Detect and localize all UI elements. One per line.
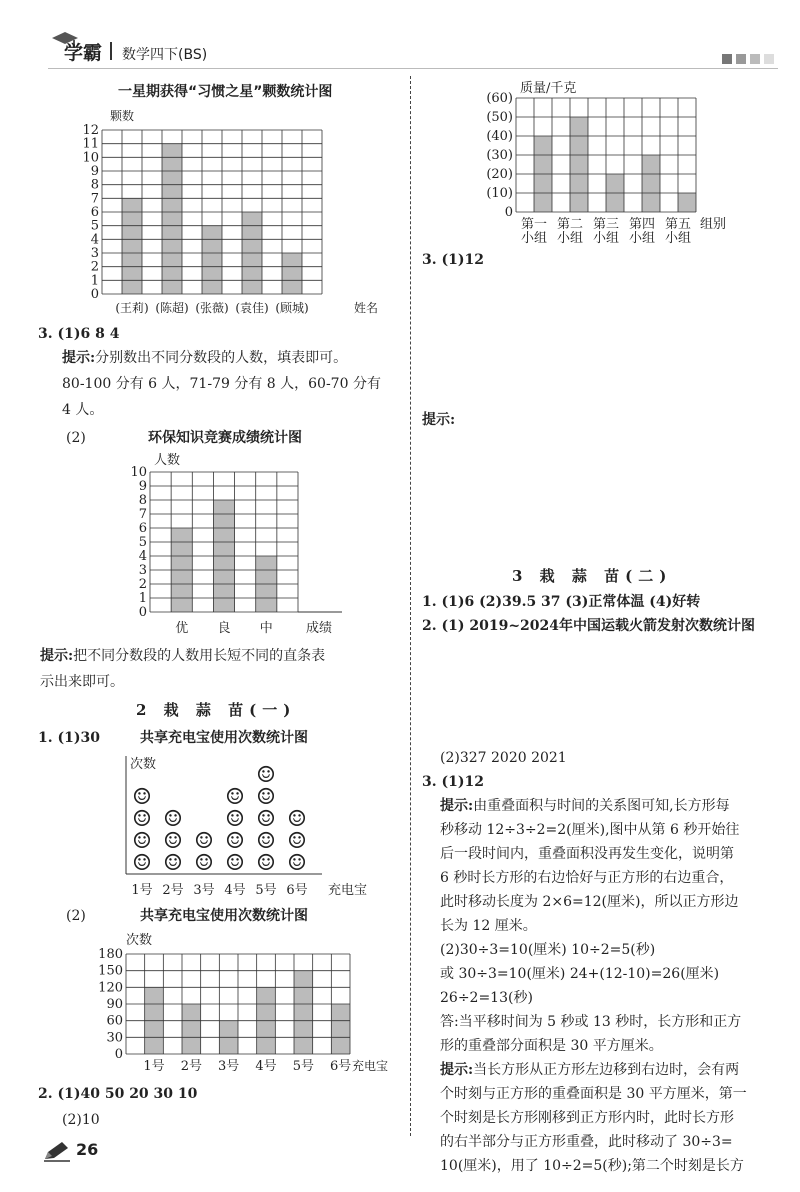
x-category-label: 第五 (664, 217, 692, 232)
x-category-label: 小组 (520, 231, 548, 244)
smiley-icon: ☺ (256, 785, 276, 810)
x-category-label: 3号 (193, 883, 215, 898)
x-category-label: 第三 (592, 217, 620, 232)
x-category-label: (王莉) (115, 301, 149, 315)
y-tick-label: 0 (114, 1047, 123, 1062)
y-tick-label: 4 (90, 232, 99, 248)
y-tick-label: 5 (138, 535, 147, 550)
x-category-label: (张薇) (195, 301, 229, 315)
x-category-label: 1号 (143, 1059, 165, 1074)
smiley-icon: ☺ (225, 851, 245, 876)
smiley-icon: ☺ (256, 807, 276, 832)
smiley-icon: ☺ (132, 851, 152, 876)
header-separator (110, 42, 112, 60)
chart-bar (202, 226, 222, 294)
tip-label: 提示: (40, 648, 74, 664)
x-category-label: 6号 (330, 1059, 352, 1074)
smiley-icon: ☺ (225, 785, 245, 810)
tip-label: 提示: (422, 412, 456, 428)
tip-label: 提示: (62, 350, 96, 366)
smiley-icon: ☺ (287, 829, 307, 854)
x-category-label: 良 (217, 621, 231, 636)
x-category-label: 2号 (180, 1059, 202, 1074)
section3-title: 3 栽 蒜 苗(二) (512, 567, 673, 585)
rq3b-t9: 26÷2=13(秒) (440, 990, 533, 1006)
tip-text: 把不同分数段的人数用长短不同的直条表 (73, 648, 326, 664)
smiley-icon: ☺ (132, 829, 152, 854)
y-tick-label: 11 (82, 136, 99, 152)
y-tick-label: 7 (138, 507, 147, 522)
page-number: 26 (76, 1140, 99, 1159)
smiley-icon: ☺ (225, 807, 245, 832)
chart7-svg (440, 636, 792, 746)
smiley-icon: ☺ (194, 829, 214, 854)
x-category-label: 中 (259, 621, 273, 636)
section2-title: 2 栽 蒜 苗(一) (136, 701, 297, 719)
y-tick-label: 9 (90, 164, 99, 179)
smiley-icon: ☺ (256, 829, 276, 854)
rq3b-t4: 6 秒时长方形的右边恰好与正方形的右边重合， (440, 870, 734, 886)
y-tick-label: 3 (138, 563, 147, 578)
header-rule (48, 68, 778, 69)
x-category-label: 第一 (520, 217, 548, 232)
y-tick-label: 150 (98, 963, 123, 979)
x-category-label: 优 (175, 621, 189, 636)
q3-tip-line3: 4 人。 (62, 402, 104, 418)
column-divider (410, 76, 411, 1136)
x-category-label: 5号 (292, 1059, 314, 1074)
y-tick-label: 9 (138, 479, 147, 494)
y-axis-label: 次数 (130, 757, 157, 772)
y-tick-label: 30 (106, 1030, 123, 1046)
header (0, 0, 800, 76)
rq3b-t7: (2)30÷3=10(厘米) 10÷2=5(秒) (440, 942, 656, 958)
y-tick-label: (40) (486, 129, 513, 144)
tip-text: 分别数出不同分数段的人数，填表即可。 (95, 350, 348, 366)
tip-label: 提示: (440, 798, 474, 814)
y-tick-label: (10) (486, 186, 513, 201)
x-category-label: 第二 (556, 217, 584, 232)
q3-tip-line1 (62, 348, 347, 368)
y-tick-label: 7 (90, 191, 99, 207)
y-tick-label: 180 (98, 947, 123, 962)
chart-bar (331, 1004, 350, 1054)
header-square (764, 54, 774, 64)
rq3b-t3: 后一段时间内，重叠面积没再发生变化，说明第 (440, 846, 734, 862)
q3-tip-line2: 80-100 分有 6 人，71-79 分有 8 人，60-70 分有 (62, 376, 381, 392)
x-category-label: 小组 (556, 231, 584, 244)
y-tick-label: 10 (82, 150, 99, 166)
y-tick-label: 8 (138, 493, 147, 508)
x-axis-label: 充电宝 (352, 1059, 389, 1073)
smiley-icon: ☺ (256, 851, 276, 876)
y-tick-label: 8 (90, 177, 99, 193)
smiley-icon: ☺ (163, 829, 183, 854)
y-tick-label: 90 (106, 997, 123, 1012)
chart2-title: 环保知识竞赛成绩统计图 (148, 430, 302, 446)
q1-chart2-title: 共享充电宝使用次数统计图 (140, 908, 308, 924)
rq3b-t1 (440, 796, 730, 816)
x-axis-label: 充电宝 (328, 883, 368, 898)
q1-sub2: (2) (66, 908, 86, 924)
rq3b-t16: 10(厘米)，用了 10÷2=5(秒);第二个时刻是长方 (440, 1158, 744, 1174)
rq3-num: 3. (1)12 (422, 252, 484, 268)
rq3b-t8: 或 30÷3=10(厘米) 24+(12-10)=26(厘米) (440, 966, 720, 982)
smiley-icon: ☺ (132, 807, 152, 832)
chart-bar (570, 117, 588, 212)
rq3b-t13: 个时刻与正方形的重叠面积是 30 平方厘米，第一 (440, 1086, 747, 1102)
q1-chart-title: 共享充电宝使用次数统计图 (140, 730, 308, 746)
q2-line1: 2. (1)40 50 20 30 10 (38, 1086, 198, 1102)
smiley-icon: ☺ (287, 851, 307, 876)
rq3b-t14: 个时刻是长方形刚移到正方形内时，此时长方形 (440, 1110, 734, 1126)
chart6-svg (476, 248, 796, 408)
x-axis-label: 组别 (700, 217, 727, 232)
y-tick-label: 0 (138, 605, 147, 620)
y-tick-label: 6 (90, 205, 99, 220)
chart-bar (282, 253, 302, 294)
x-category-label: 3号 (218, 1059, 240, 1074)
y-tick-label: 1 (138, 591, 147, 606)
y-tick-label: 4 (138, 549, 147, 564)
header-square (750, 54, 760, 64)
x-axis-label: 姓名 (354, 301, 379, 315)
header-subject: 数学四下(BS) (122, 47, 208, 63)
chart-bar (678, 193, 696, 212)
y-tick-label: 10 (130, 465, 147, 480)
q2-line2: (2)10 (62, 1112, 100, 1128)
y-tick-label: 6 (138, 521, 147, 536)
x-category-label: (袁佳) (235, 301, 269, 315)
rq3b-t12 (440, 1060, 739, 1080)
y-axis-label: 质量/千克 (520, 81, 577, 96)
q3-line1: 3. (1)6 8 4 (38, 326, 120, 342)
brand-logo: 学霸 (64, 42, 103, 64)
rq3b-t5: 此时移动长度为 2×6=12(厘米)，所以正方形边 (440, 894, 739, 910)
rq1-line: 1. (1)6 (2)39.5 37 (3)正常体温 (4)好转 (422, 594, 701, 610)
y-axis-label: 次数 (126, 933, 153, 948)
x-category-label: (顾城) (275, 301, 309, 315)
smiley-icon: ☺ (163, 807, 183, 832)
y-tick-label: (30) (486, 148, 513, 163)
rq3b-t2: 秒移动 12÷3÷2=2(厘米),图中从第 6 秒开始往 (440, 822, 740, 838)
y-tick-label: 3 (90, 246, 99, 261)
x-axis-label: 成绩 (306, 621, 333, 636)
y-tick-label: (60) (486, 91, 513, 106)
chart5-svg (460, 78, 780, 244)
tip-text: 由重叠面积与时间的关系图可知,长方形每 (473, 798, 730, 814)
y-tick-label: 0 (90, 287, 99, 302)
pencil-icon (42, 1140, 72, 1162)
rq3-tip1 (422, 410, 455, 430)
x-category-label: 小组 (664, 231, 692, 244)
x-category-label: 小组 (628, 231, 656, 244)
x-category-label: 4号 (224, 883, 246, 898)
chart4-svg (86, 928, 400, 1076)
chart-bar (162, 144, 182, 294)
y-tick-label: 60 (106, 1013, 123, 1029)
rq3b-t11: 形的重叠部分面积是 30 平方厘米。 (440, 1038, 663, 1054)
tip-label: 提示: (440, 1062, 474, 1078)
y-tick-label: 12 (82, 123, 99, 138)
x-category-label: 第四 (628, 217, 656, 232)
q1-num: 1. (1)30 (38, 730, 100, 746)
header-square (722, 54, 732, 64)
y-tick-label: 120 (98, 980, 123, 996)
rq3b-t6: 长为 12 厘米。 (440, 918, 537, 934)
tip-text: 当长方形从正方形左边移到右边时，会有两 (473, 1062, 740, 1078)
pictograph-svg (122, 752, 372, 900)
rq3b-num: 3. (1)12 (422, 774, 484, 790)
tip2-line1 (40, 646, 325, 666)
x-category-label: 小组 (592, 231, 620, 244)
x-category-label: 6号 (286, 883, 308, 898)
smiley-icon: ☺ (163, 851, 183, 876)
smiley-icon: ☺ (256, 763, 276, 788)
chart1-svg (60, 104, 400, 320)
smiley-icon: ☺ (194, 851, 214, 876)
smiley-icon: ☺ (225, 829, 245, 854)
chart-bar (642, 155, 660, 212)
chart-bar (122, 198, 142, 294)
y-axis-label: 人数 (154, 453, 181, 468)
y-axis-label: 颗数 (110, 109, 135, 123)
y-tick-label: 5 (90, 218, 99, 234)
chart-bar (294, 971, 313, 1054)
rq2-line2: (2)327 2020 2021 (440, 750, 567, 766)
chart-bar (182, 1004, 201, 1054)
x-category-label: 2号 (162, 883, 184, 898)
q3-sub2: (2) (66, 430, 86, 446)
chart1-title: 一星期获得“习惯之星”颗数统计图 (118, 84, 333, 100)
y-tick-label: 1 (90, 273, 99, 289)
x-category-label: 4号 (255, 1059, 277, 1074)
x-category-label: (陈超) (155, 301, 189, 315)
x-category-label: 5号 (255, 883, 277, 898)
rq2-line: 2. (1) 2019~2024年中国运载火箭发射次数统计图 (422, 618, 756, 634)
y-tick-label: (50) (486, 110, 513, 125)
y-tick-label: 0 (504, 205, 513, 220)
tip2-line2: 示出来即可。 (40, 674, 124, 690)
smiley-icon: ☺ (287, 807, 307, 832)
chart2-svg (112, 448, 372, 638)
header-square (736, 54, 746, 64)
y-tick-label: (20) (486, 167, 513, 182)
rq3b-t15: 的右半部分与正方形重叠，此时移动了 30÷3= (440, 1134, 733, 1150)
x-category-label: 1号 (131, 883, 153, 898)
smiley-icon: ☺ (132, 785, 152, 810)
y-tick-label: 2 (138, 577, 147, 592)
rq3b-t10: 答:当平移时间为 5 秒或 13 秒时，长方形和正方 (440, 1014, 742, 1030)
y-tick-label: 2 (90, 259, 99, 275)
